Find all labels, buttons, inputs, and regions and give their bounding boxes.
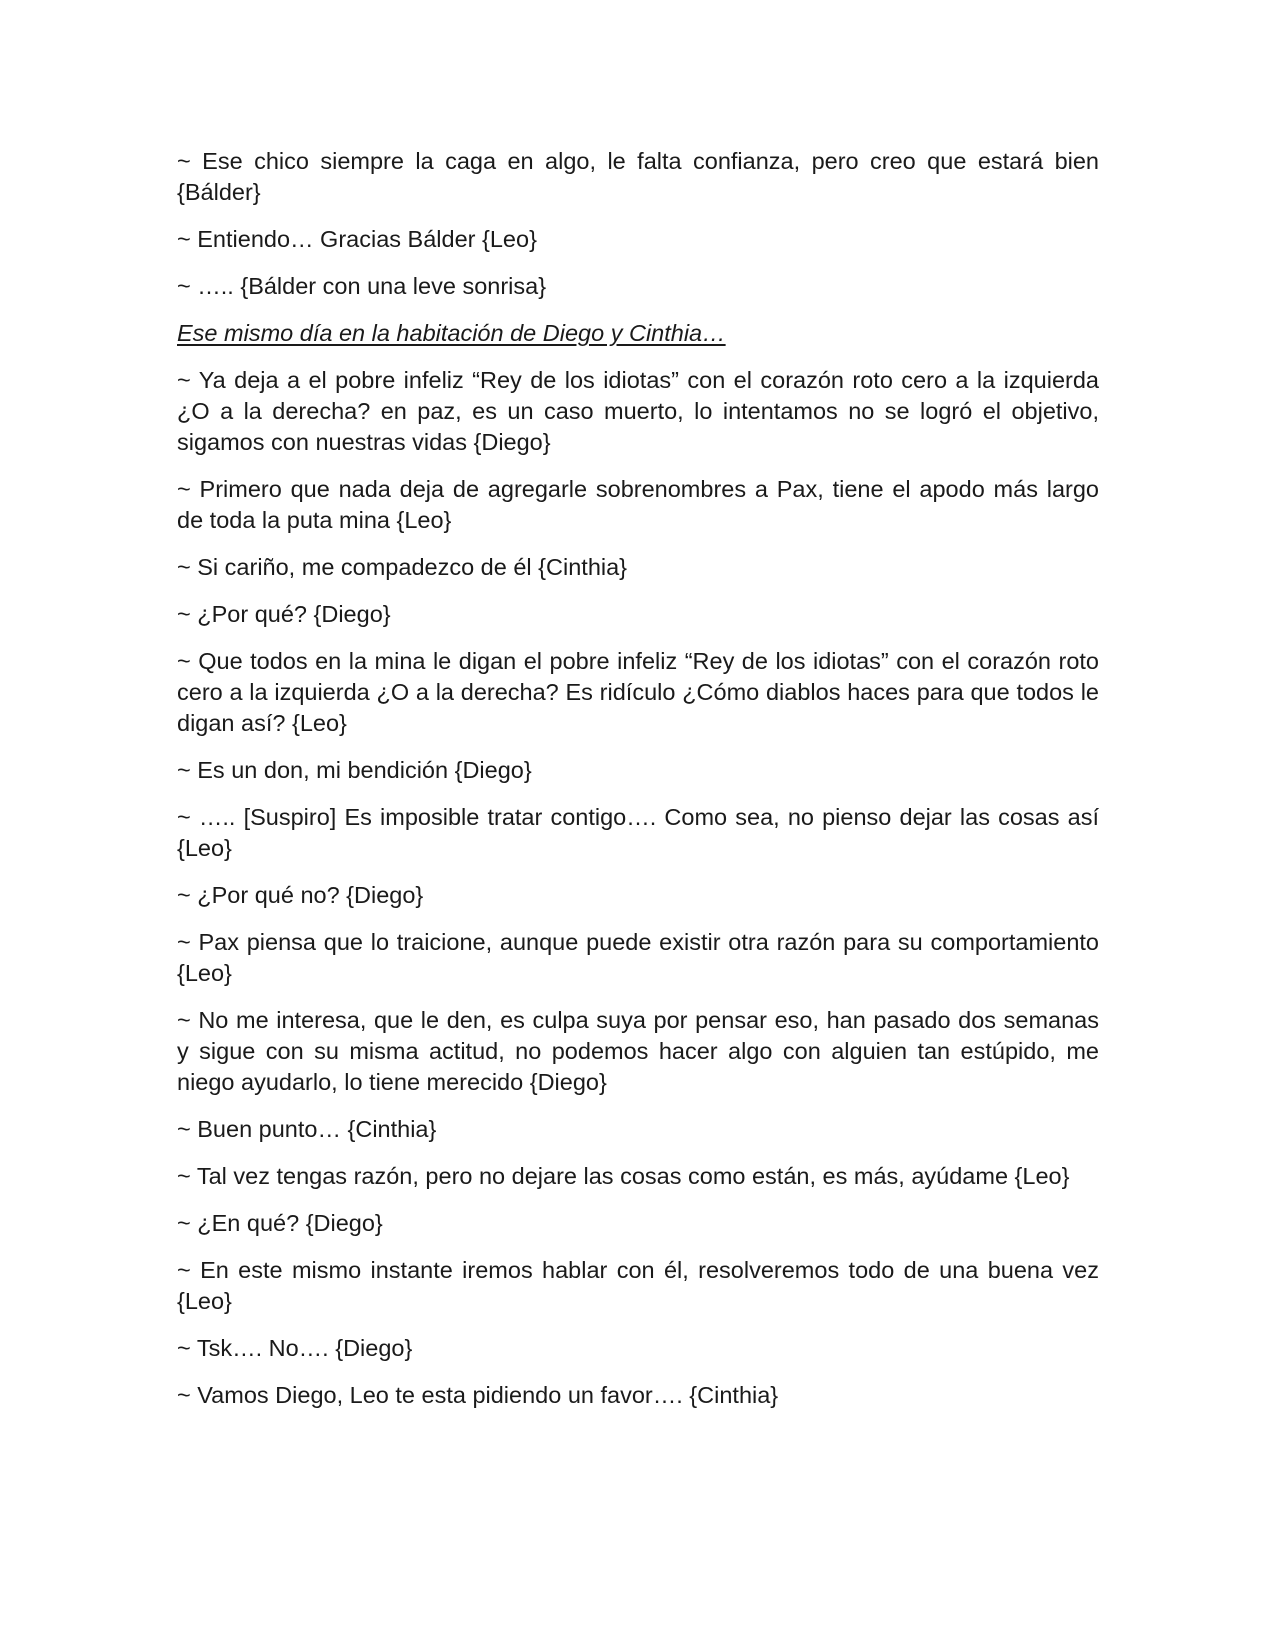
- dialogue-paragraph: ~ En este mismo instante iremos hablar con él, resolveremos todo de una buena vez {Leo}: [177, 1257, 1099, 1314]
- dialogue-paragraph: ~ ¿En qué? {Diego}: [177, 1210, 383, 1236]
- dialogue-paragraph: ~ Tal vez tengas razón, pero no dejare las cosas como están, es más, ayúdame {Leo}: [177, 1163, 1070, 1189]
- dialogue-paragraph: ~ Tsk…. No…. {Diego}: [177, 1335, 413, 1361]
- dialogue-paragraph: ~ No me interesa, que le den, es culpa suya por pensar eso, han pasado dos semanas y sigue con su misma actitud, no podemos hacer algo con alguien tan estúpido, me niego ayudarlo, lo tiene merecido {Diego}: [177, 1007, 1099, 1095]
- dialogue-paragraph: ~ Entiendo… Gracias Bálder {Leo}: [177, 226, 537, 252]
- dialogue-paragraph: ~ ….. {Bálder con una leve sonrisa}: [177, 273, 547, 299]
- dialogue-paragraph: ~ Vamos Diego, Leo te esta pidiendo un favor…. {Cinthia}: [177, 1382, 779, 1408]
- dialogue-paragraph: ~ Ya deja a el pobre infeliz “Rey de los idiotas” con el corazón roto cero a la izquierda ¿O a la derecha? en paz, es un caso muerto, lo intentamos no se logró el objetivo, sigamos con nuestras vidas {Diego}: [177, 367, 1099, 455]
- dialogue-paragraph: ~ Ese chico siempre la caga en algo, le falta confianza, pero creo que estará bien {Bálder}: [177, 148, 1099, 205]
- dialogue-paragraph: ~ ¿Por qué no? {Diego}: [177, 882, 424, 908]
- dialogue-paragraph: ~ Que todos en la mina le digan el pobre infeliz “Rey de los idiotas” con el corazón roto cero a la izquierda ¿O a la derecha? Es ridículo ¿Cómo diablos haces para que todos le digan así? {Leo}: [177, 648, 1099, 736]
- dialogue-paragraph: ~ Buen punto… {Cinthia}: [177, 1116, 437, 1142]
- dialogue-paragraph: ~ Pax piensa que lo traicione, aunque puede existir otra razón para su comportamiento {Leo}: [177, 929, 1099, 986]
- scene-heading: Ese mismo día en la habitación de Diego y Cinthia…: [177, 320, 726, 346]
- dialogue-paragraph: ~ Primero que nada deja de agregarle sobrenombres a Pax, tiene el apodo más largo de toda la puta mina {Leo}: [177, 476, 1099, 533]
- document-body: [177, 146, 1099, 1427]
- dialogue-paragraph: ~ Si cariño, me compadezco de él {Cinthia}: [177, 554, 628, 580]
- dialogue-paragraph: ~ Es un don, mi bendición {Diego}: [177, 757, 532, 783]
- dialogue-paragraph: ~ ¿Por qué? {Diego}: [177, 601, 391, 627]
- dialogue-paragraph: ~ ….. [Suspiro] Es imposible tratar contigo…. Como sea, no pienso dejar las cosas así {Leo}: [177, 804, 1099, 861]
